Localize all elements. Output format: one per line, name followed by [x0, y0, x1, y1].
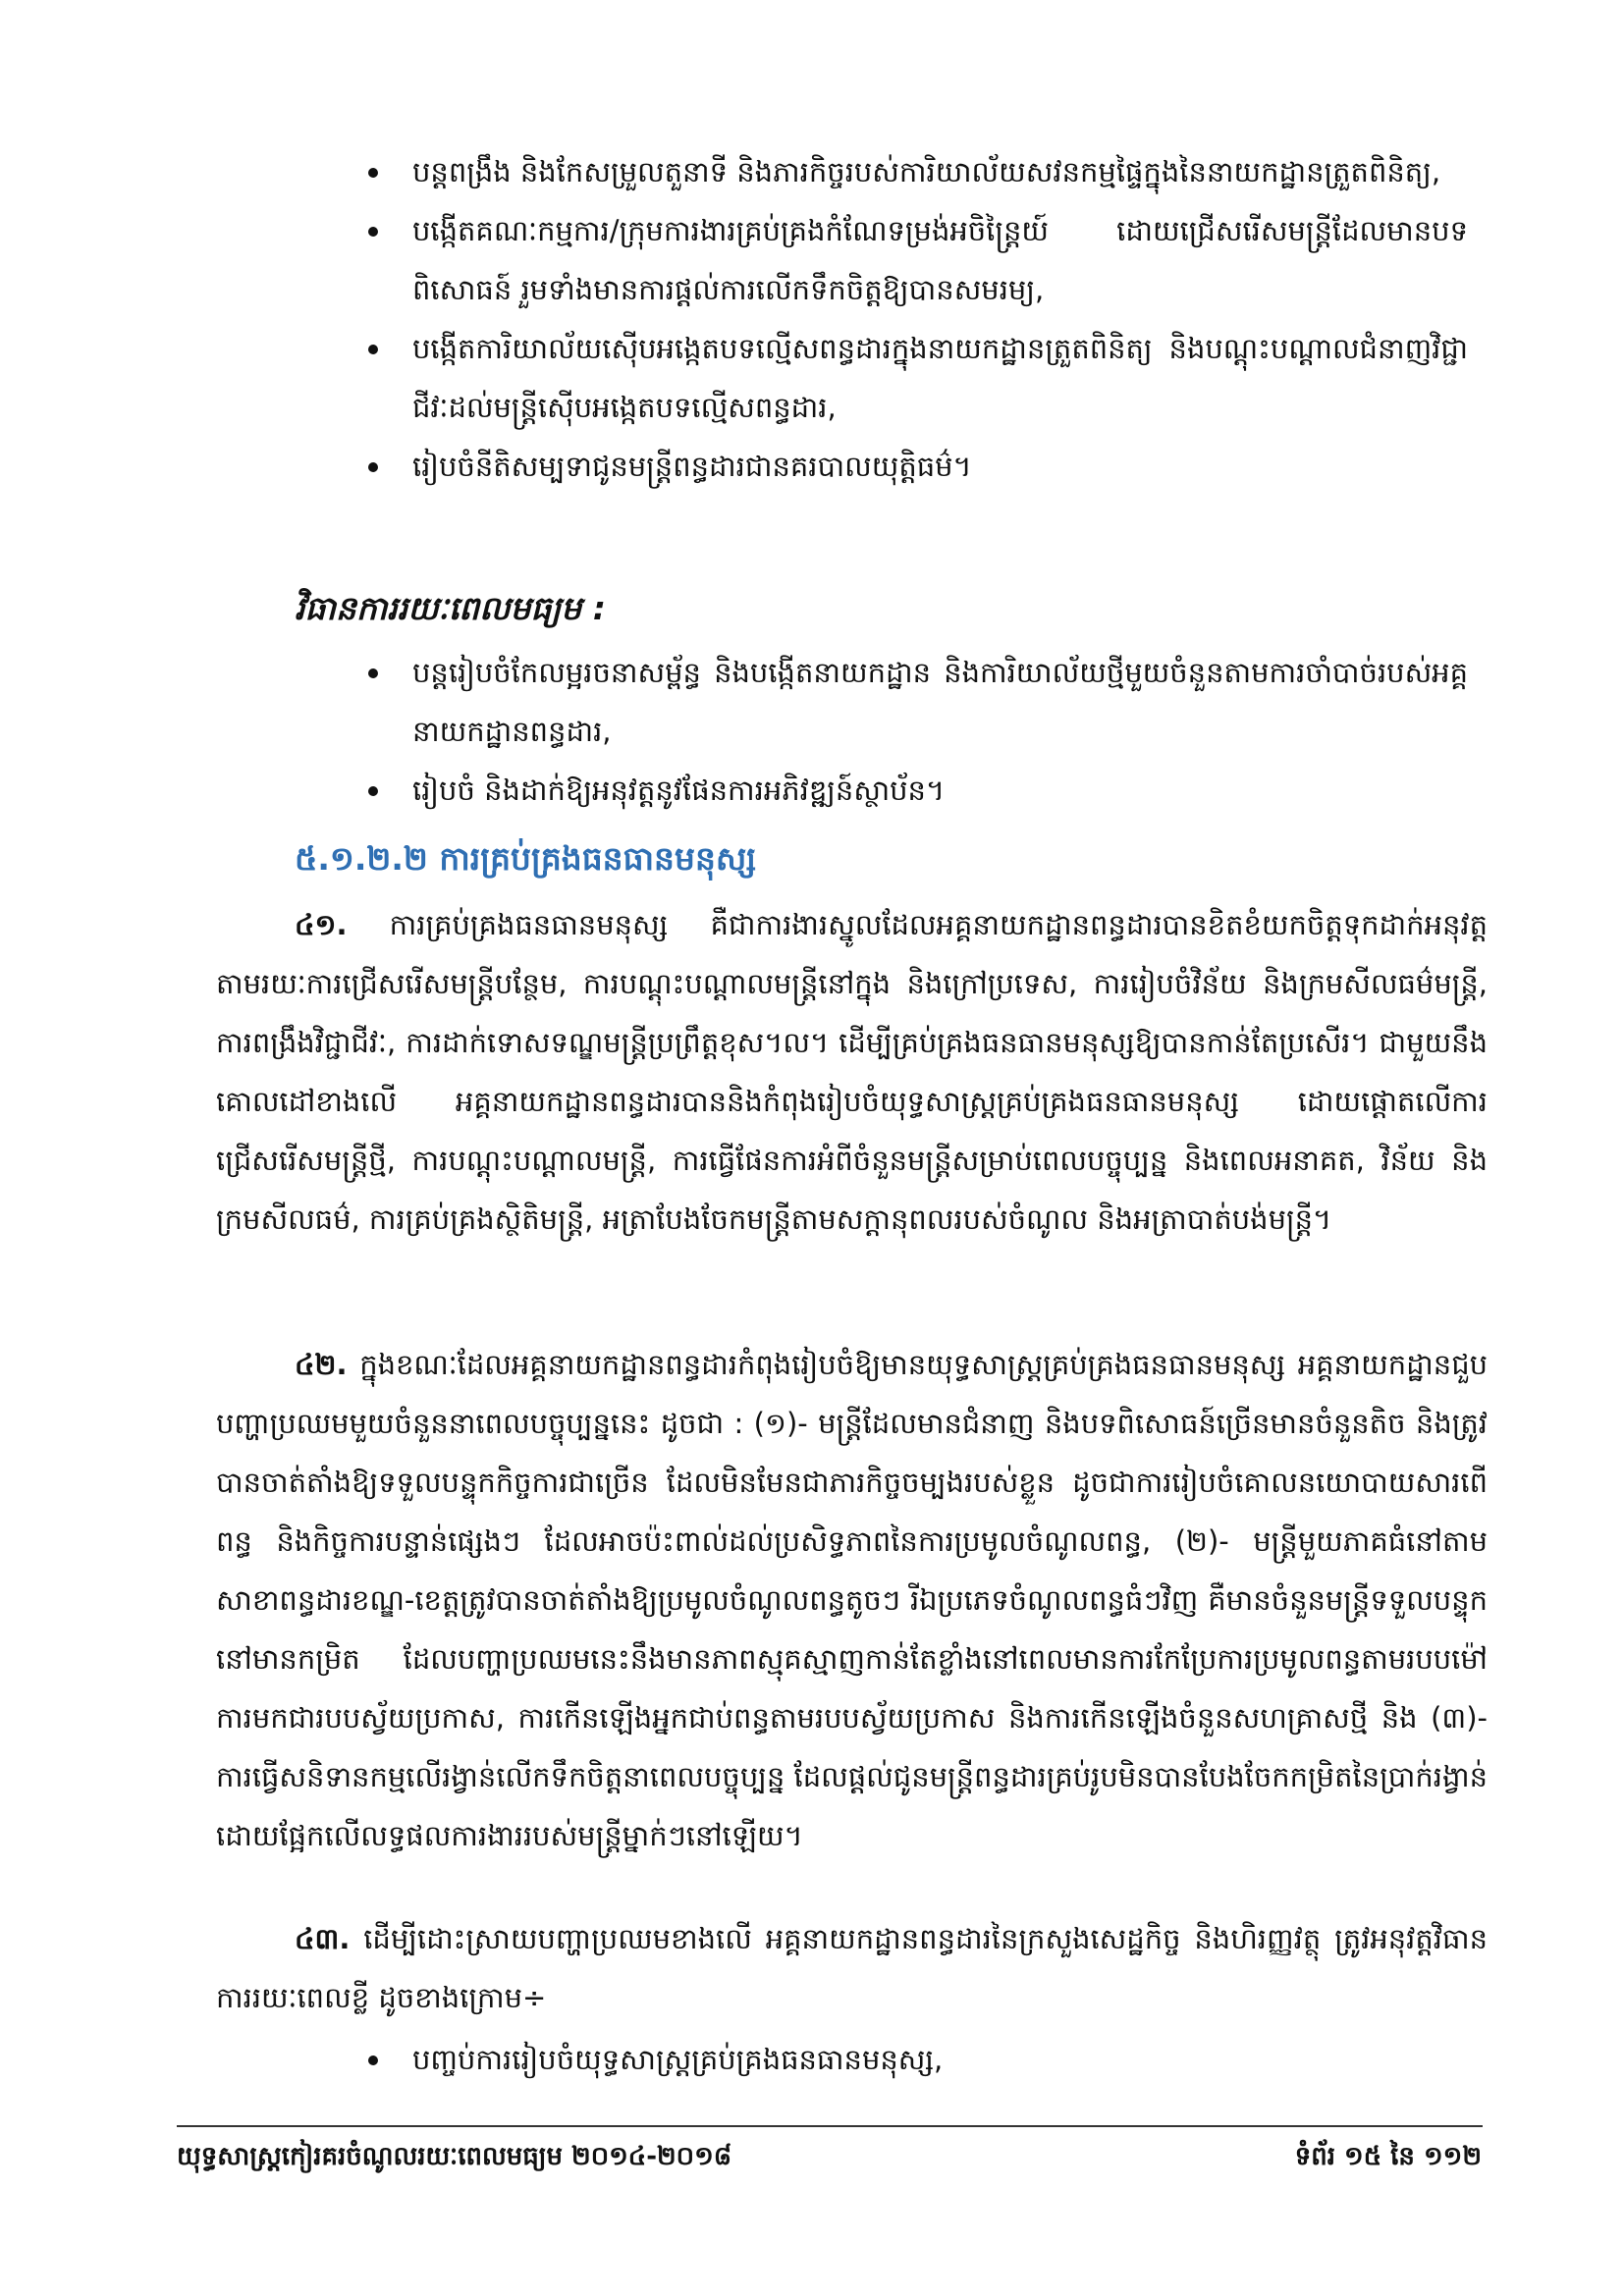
bullet-icon [368, 168, 378, 178]
paragraph-text: ក្នុងខណៈដែលអគ្គនាយកដ្ឋានពន្ធដារកំពុងរៀបចំឱ្យមានយុទ្ធសាស្ត្រគ្រប់គ្រងធនធានមនុស្ស អគ្គនាយកដ្ឋានជួបបញ្ហាប្រឈមមួយចំនួននាពេលបច្ចុប្បន្ននេះ ដូចជា : (១)- មន្ត្រីដែលមានជំនាញ និងបទពិសោធន៍ច្រើនមានចំនួនតិច និងត្រូវបានចាត់តាំងឱ្យទទួលបន្ទុកកិច្ចការជាច្រើន ដែលមិនមែនជាភារកិច្ចចម្បងរបស់ខ្លួន ដូចជាការរៀបចំគោលនយោបាយសារពើពន្ធ និងកិច្ចការបន្ទាន់ផ្សេងៗ ដែលអាចប៉ះពាល់ដល់ប្រសិទ្ធភាពនៃការប្រមូលចំណូលពន្ធ, (២)- មន្ត្រីមួយភាគធំនៅតាមសាខាពន្ធដារខណ្ឌ-ខេត្តត្រូវបានចាត់តាំងឱ្យប្រមូលចំណូលពន្ធតូចៗ រីឯប្រភេទចំណូលពន្ធធំៗវិញ គឺមានចំនួនមន្ត្រីទទួលបន្ទុកនៅមានកម្រិត ដែលបញ្ហាប្រឈមនេះនឹងមានភាពស្មុគស្មាញកាន់តែខ្លាំងនៅពេលមានការកែប្រែការប្រមូលពន្ធតាមរបបម៉ៅការមកជារបបស្វ័យប្រកាស, ការកើនឡើងអ្នកជាប់ពន្ធតាមរបបស្វ័យប្រកាស និងការកើនឡើងចំនួនសហគ្រាសថ្មី និង (៣)- ការធ្វើសនិទានកម្មលើរង្វាន់លើកទឹកចិត្តនាពេលបច្ចុប្បន្ន ដែលផ្តល់ជូនមន្ត្រីពន្ធដារគ្រប់រូបមិនបានបែងចែកកម្រិតនៃប្រាក់រង្វាន់ ដោយផ្អែកលើលទ្ធផលការងាររបស់មន្ត្រីម្នាក់ៗនៅឡើយ។ [216, 1348, 1489, 1852]
list-item-text: បង្កើតការិយាល័យស៊ើបអង្កេតបទល្មើសពន្ធដារក្នុងនាយកដ្ឋានត្រួតពិនិត្យ និងបណ្តុះបណ្តាលជំនាញវិជ្ជាជីវៈដល់មន្ត្រីស៊ើបអង្កេតបទល្មើសពន្ធដារ, [412, 332, 1468, 424]
bullet-icon [368, 227, 378, 237]
bullet-icon [368, 668, 378, 678]
bullet-icon [368, 786, 378, 796]
bullet-icon [368, 345, 378, 354]
list-item [368, 319, 1468, 437]
paragraph-number: ៤១. [295, 908, 348, 941]
list-item [368, 437, 1468, 496]
paragraph-number: ៤៣. [295, 1922, 351, 1955]
bullet-list-mid [368, 643, 1468, 820]
bullet-list-top [368, 142, 1468, 496]
footer-divider [177, 2125, 1483, 2127]
list-item-text: បន្តពង្រឹង និងកែសម្រួលតួនាទី និងភារកិច្ចរបស់ការិយាល័យសវនកម្មផ្ទៃក្នុងនៃនាយកដ្ឋានត្រួតពិនិត្យ, [412, 155, 1441, 188]
list-item-text: រៀបចំនីតិសម្បទាជូនមន្ត្រីពន្ធដារជានគរបាលយុត្តិធម៌។ [412, 450, 972, 483]
list-item-text: បង្កើតគណៈកម្មការ/ក្រុមការងារគ្រប់គ្រងកំណែទម្រង់អចិន្ត្រៃយ៍ ដោយជ្រើសរើសមន្ត្រីដែលមានបទពិសោធន៍ រួមទាំងមានការផ្តល់ការលើកទឹកចិត្តឱ្យបានសមរម្យ, [412, 214, 1468, 306]
paragraph-42 [216, 1335, 1488, 1865]
bullet-list-bottom [368, 2030, 1468, 2089]
list-item-text: រៀបចំ និងដាក់ឱ្យអនុវត្តនូវផែនការអភិវឌ្ឍន៍ស្ថាប័ន។ [412, 774, 946, 807]
subheading-medium-term: វិធានការរយៈពេលមធ្យម : [295, 589, 606, 627]
section-heading: ៥.១.២.២ ការគ្រប់គ្រងធនធានមនុស្ស [295, 839, 757, 878]
list-item [368, 142, 1468, 201]
list-item [368, 643, 1468, 761]
list-item [368, 2030, 1468, 2089]
paragraph-41 [216, 895, 1488, 1249]
list-item [368, 761, 1468, 820]
list-item-text: បញ្ចប់ការរៀបចំយុទ្ធសាស្ត្រគ្រប់គ្រងធនធានមនុស្ស, [412, 2043, 944, 2076]
paragraph-text: ដើម្បីដោះស្រាយបញ្ហាប្រឈមខាងលើ អគ្គនាយកដ្ឋានពន្ធដារនៃក្រសួងសេដ្ឋកិច្ច និងហិរញ្ញវត្ថុ ត្រូវអនុវត្តវិធានការរយៈពេលខ្លី ដូចខាងក្រោម÷ [216, 1922, 1488, 2014]
paragraph-number: ៤២. [295, 1348, 348, 1381]
list-item [368, 201, 1468, 319]
paragraph-text: ការគ្រប់គ្រងធនធានមនុស្ស គឺជាការងារស្នូលដែលអគ្គនាយកដ្ឋានពន្ធដារបានខិតខំយកចិត្តទុកដាក់អនុវត្តតាមរយៈការជ្រើសរើសមន្ត្រីបន្ថែម, ការបណ្តុះបណ្តាលមន្ត្រីនៅក្នុង និងក្រៅប្រទេស, ការរៀបចំវិន័យ និងក្រមសីលធម៌មន្ត្រី, ការពង្រឹងវិជ្ជាជីវៈ, ការដាក់ទោសទណ្ឌមន្ត្រីប្រព្រឹត្តខុស។ល។ ដើម្បីគ្រប់គ្រងធនធានមនុស្សឱ្យបានកាន់តែប្រសើរ។ ជាមួយនឹងគោលដៅខាងលើ អគ្គនាយកដ្ឋានពន្ធដារបាននិងកំពុងរៀបចំយុទ្ធសាស្ត្រគ្រប់គ្រងធនធានមនុស្ស ដោយផ្តោតលើការជ្រើសរើសមន្ត្រីថ្មី, ការបណ្តុះបណ្តាលមន្ត្រី, ការធ្វើផែនការអំពីចំនួនមន្ត្រីសម្រាប់ពេលបច្ចុប្បន្ន និងពេលអនាគត, វិន័យ និងក្រមសីលធម៌, ការគ្រប់គ្រងស្ថិតិមន្ត្រី, អត្រាបែងចែកមន្ត្រីតាមសក្តានុពលរបស់ចំណូល និងអត្រាបាត់បង់មន្ត្រី។ [216, 908, 1488, 1236]
list-item-text: បន្តរៀបចំកែលម្អរចនាសម្ព័ន្ធ និងបង្កើតនាយកដ្ឋាន និងការិយាល័យថ្មីមួយចំនួនតាមការចាំបាច់របស់អគ្គនាយកដ្ឋានពន្ធដារ, [412, 656, 1468, 748]
paragraph-43 [216, 1909, 1488, 2027]
footer-document-title: យុទ្ធសាស្ត្រកៀរគរចំណូលរយៈពេលមធ្យម ២០១៤-២០១៨ [177, 2142, 732, 2171]
footer-page-number: ទំព័រ ១៥ នៃ ១១២ [1294, 2142, 1482, 2171]
bullet-icon [368, 2056, 378, 2065]
bullet-icon [368, 462, 378, 472]
